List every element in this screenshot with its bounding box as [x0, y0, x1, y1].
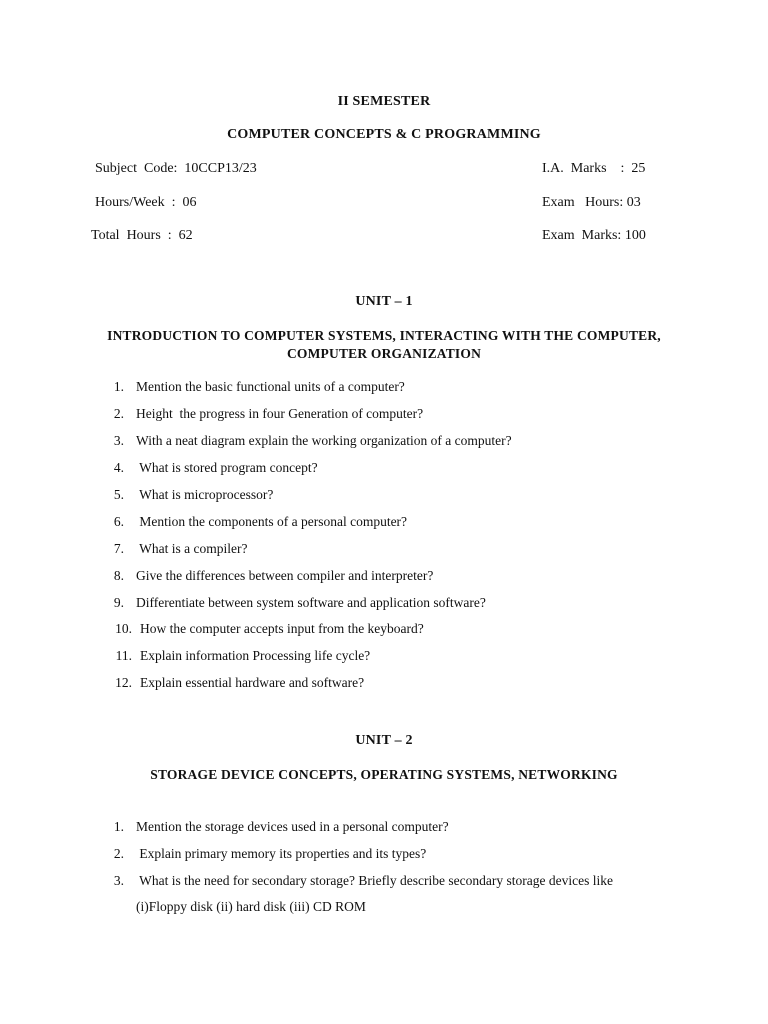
hours-per-week: Hours/Week : 06 — [95, 195, 197, 210]
unit-1-heading: UNIT – 1 — [355, 294, 413, 309]
unit-2-heading: UNIT – 2 — [355, 733, 413, 748]
unit-2-title: STORAGE DEVICE CONCEPTS, OPERATING SYSTEMS, NETWORKING — [150, 767, 618, 782]
total-hours: Total Hours : 62 — [91, 228, 193, 243]
subject-code: Subject Code: 10CCP13/23 — [95, 161, 257, 176]
unit-1-title-cont: COMPUTER ORGANIZATION — [286, 346, 482, 361]
exam-hours: Exam Hours: 03 — [542, 195, 641, 210]
document-page: II SEMESTER COMPUTER CONCEPTS & C PROGRAMMING Subject Code: 10CCP13/23 Hours/Week : 06 Total Hours : 62 I.A. Marks : 25 Exam Hours: 03 Exam Marks: 100 UNIT – 1 INTRODUCTION TO COMPUTER SYSTEMS, INTERACTING WITH THE COMPUTER, COMPUTER ORGANIZATION 1. Mention the basic functional units of a computer? 2. Height the progress in four Generation of computer? 3. With a neat diagram explain the working organization of a computer? 4. What is stored program concept? 5. What is microprocessor? 6. Mention the components of a personal computer? 7. What is a compiler? 8. Give the differences between compiler and interpreter? 9. Differentiate between system software and application software? 10. How the computer accepts input from the keyboard? 11. Explain information Processing life cycle? 12. Explain essential hardware and software? UNIT – 2 STORAGE DEVICE CONCEPTS, OPERATING SYSTEMS, NETWORKING 1. Mention the storage devices used in a personal computer? 2. Explain primary memory its properties and its types? 3. What is the need for secondary storage? Briefly describe secondary storage devices like (i)Floppy disk (ii) hard disk (iii) CD ROM — [0, 0, 768, 1024]
exam-marks: Exam Marks: 100 — [542, 228, 646, 243]
ia-marks: I.A. Marks : 25 — [542, 161, 646, 176]
course-title: COMPUTER CONCEPTS & C PROGRAMMING — [227, 127, 541, 142]
unit-1-title: INTRODUCTION TO COMPUTER SYSTEMS, INTERACTING WITH THE COMPUTER, — [107, 328, 661, 343]
semester-heading: II SEMESTER — [337, 94, 431, 109]
